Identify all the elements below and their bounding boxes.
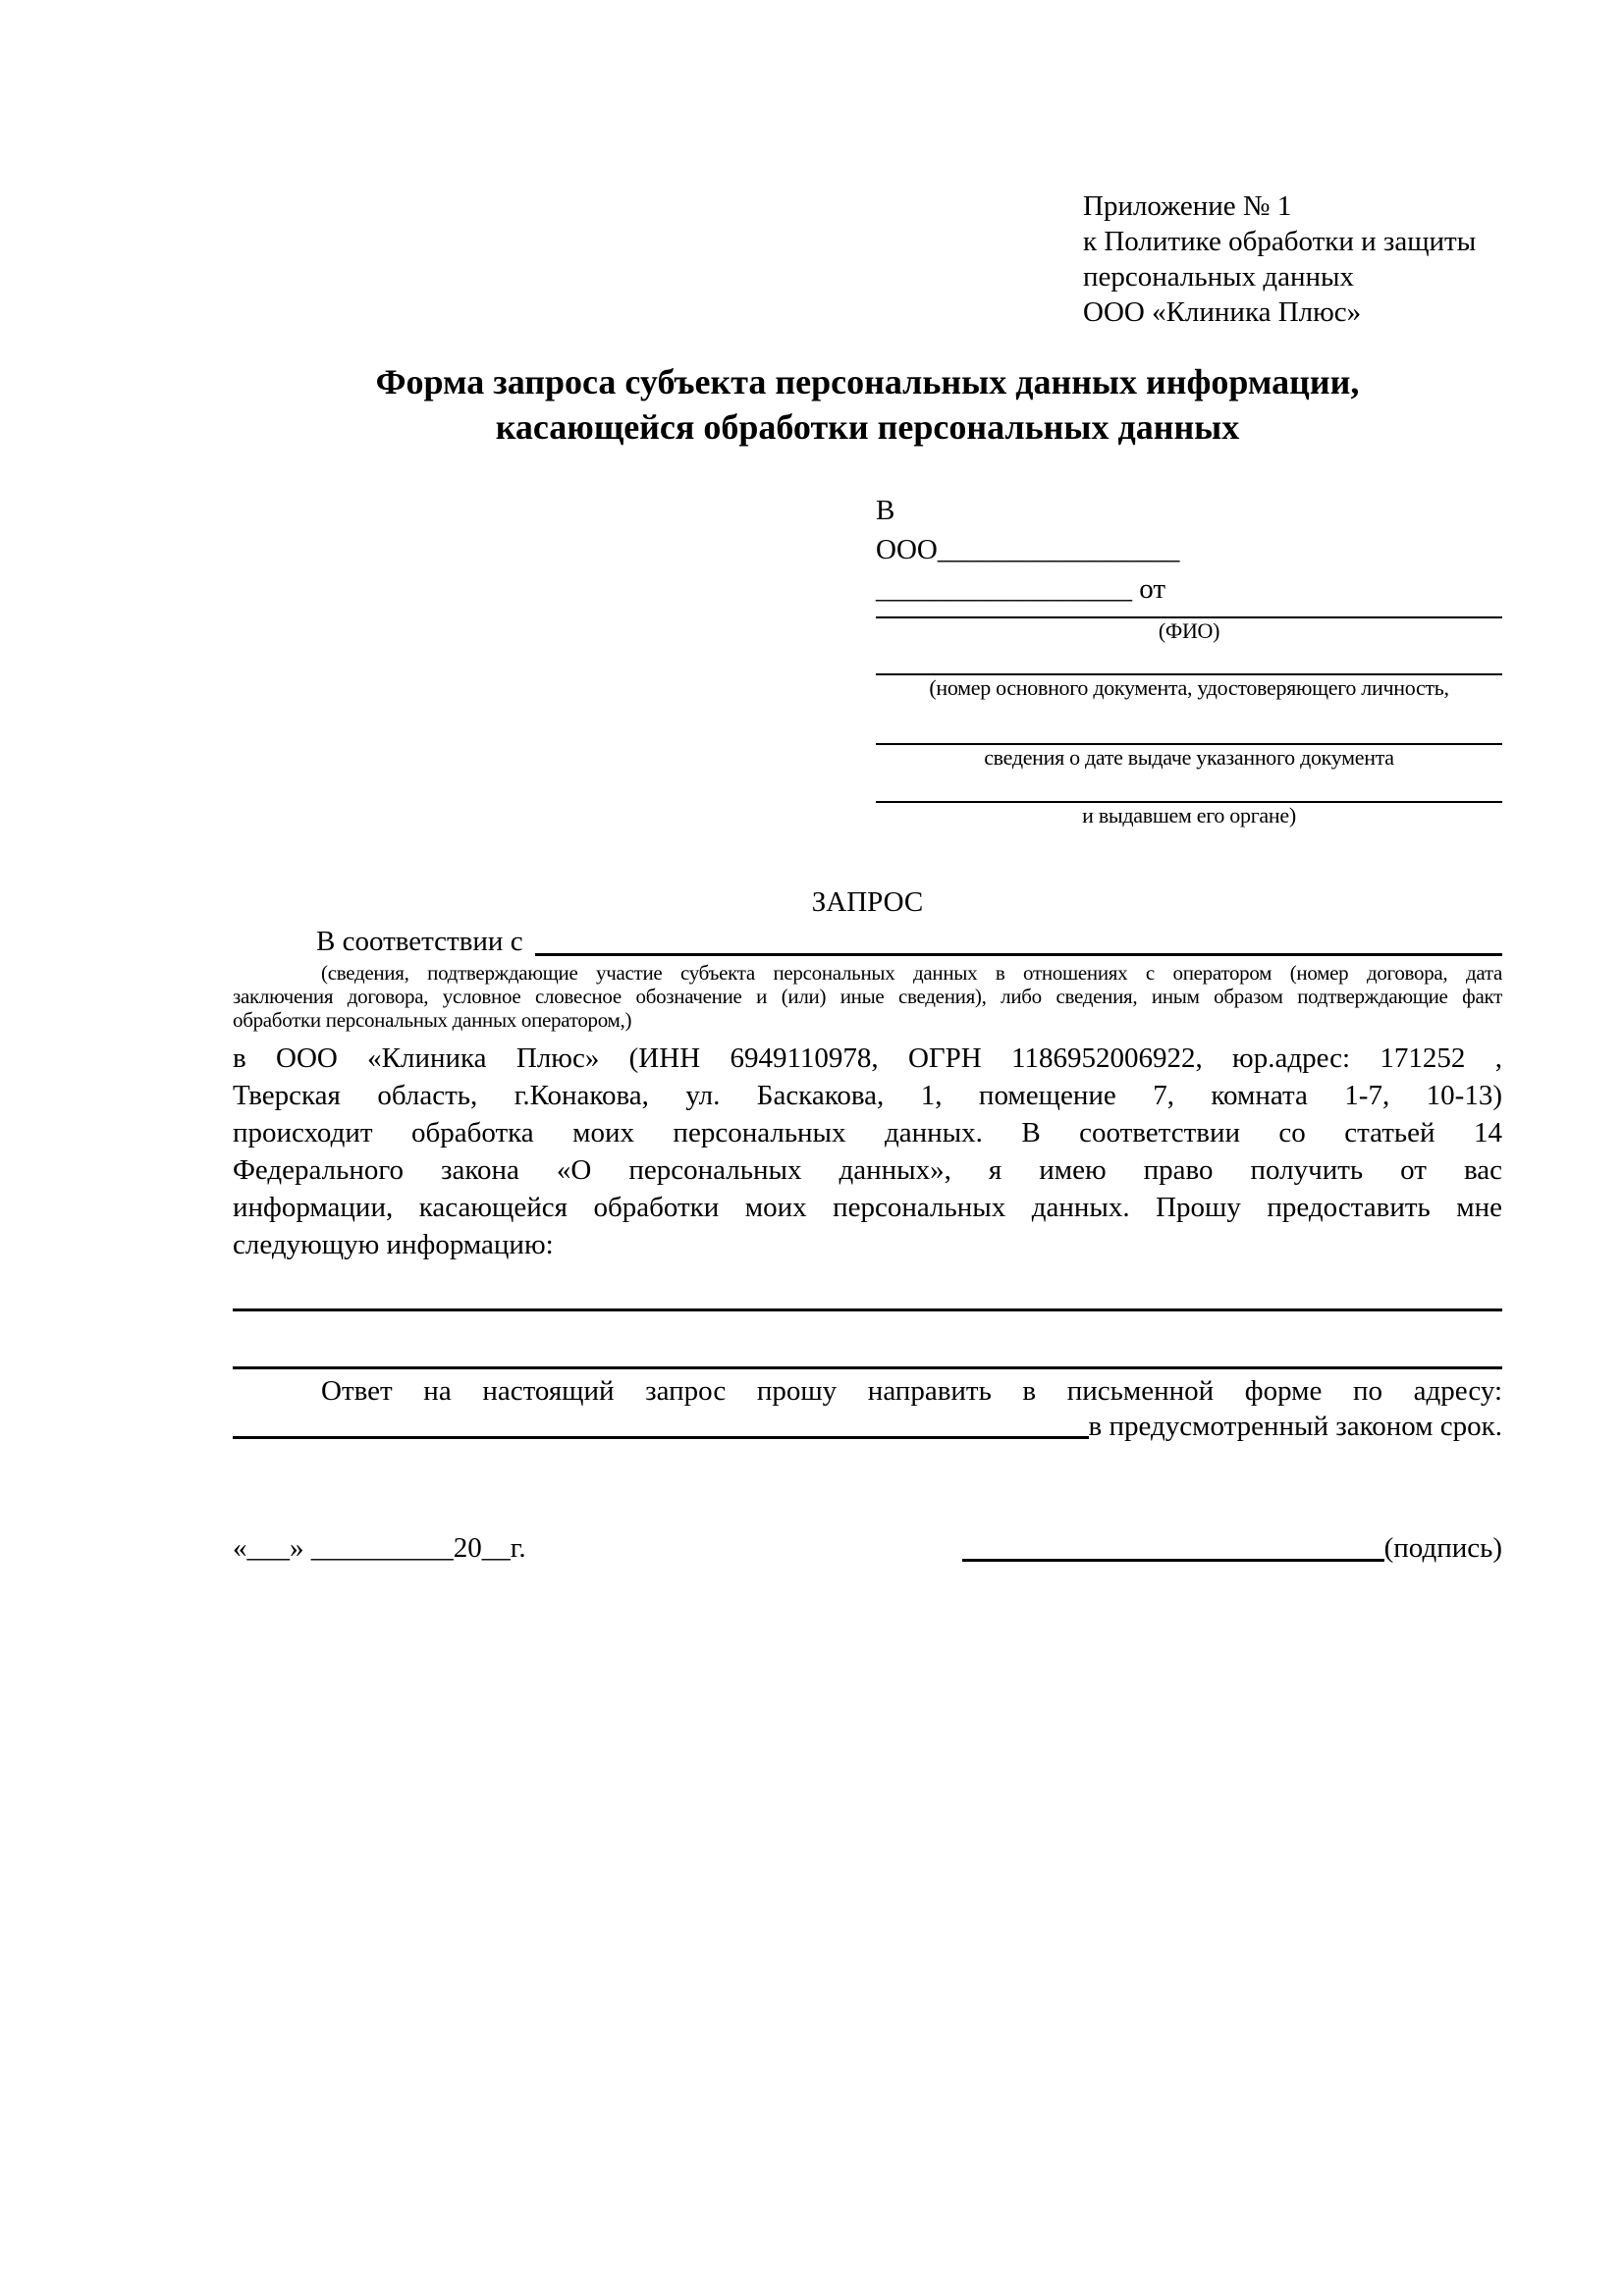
appendix-note — [1083, 188, 1502, 330]
fine-print-line: заключения договора, условное словесное обозначение и (или) иные сведения), либо сведения, иным образом подтверждающие факт — [233, 985, 1502, 1008]
info-fill-line-1[interactable] — [233, 1308, 1502, 1311]
issuing-authority-fill-line[interactable] — [876, 793, 1502, 803]
response-address-row — [233, 1409, 1502, 1444]
appendix-line: персональных данных — [1083, 261, 1355, 293]
title-line-1: Форма запроса субъекта персональных данных информации, — [375, 362, 1360, 401]
footer-spacer — [526, 1528, 962, 1568]
issue-date-caption: сведения о дате выдаче указанного документа — [984, 745, 1394, 770]
info-fill-line-2[interactable] — [233, 1366, 1502, 1369]
body-line: происходит обработка моих персональных данных. В соответствии со статьей 14 — [233, 1117, 1502, 1148]
recipient-from-fill-line[interactable]: __________________ от — [876, 573, 1166, 605]
request-body — [233, 1040, 1502, 1263]
fine-print-line: обработки персональных данных оператором,) — [233, 1008, 632, 1032]
signature-caption: (подпись) — [1383, 1532, 1502, 1564]
title-line-2: касающейся обработки персональных данных — [495, 407, 1240, 447]
fio-caption: (ФИО) — [1158, 618, 1220, 643]
recipient-org-fill-line[interactable]: ООО_________________ — [876, 534, 1180, 565]
request-heading: ЗАПРОС — [811, 886, 924, 918]
basis-fill-line[interactable] — [535, 953, 1502, 956]
body-line: следующую информацию: — [233, 1229, 554, 1260]
doc-number-caption: (номер основного документа, удостоверяющего личность, — [929, 675, 1449, 700]
document-title — [233, 359, 1502, 450]
doc-number-fill-line[interactable] — [876, 666, 1502, 675]
response-instruction: Ответ на настоящий запрос прошу направить в письменной форме по адресу: — [321, 1375, 1502, 1407]
issue-date-fill-line[interactable] — [876, 735, 1502, 745]
basis-row — [233, 922, 1502, 961]
recipient-to-label: В — [876, 495, 895, 526]
address-fill-line[interactable] — [233, 1436, 1089, 1439]
signature-row — [233, 1528, 1502, 1568]
appendix-line: Приложение № 1 — [1083, 190, 1292, 222]
issuing-authority-caption: и выдавшем его органе) — [1082, 803, 1296, 828]
fine-print-note — [233, 961, 1502, 1032]
recipient-block — [876, 491, 1502, 828]
signature-fill-line[interactable] — [962, 1559, 1384, 1562]
fine-print-line: (сведения, подтверждающие участие субъекта персональных данных в отношениях с оператором (номер договора, дата — [321, 961, 1502, 985]
fio-fill-line[interactable] — [876, 609, 1502, 618]
body-line: информации, касающейся обработки моих персональных данных. Прошу предоставить мне — [233, 1192, 1502, 1223]
date-fill-line[interactable]: «___» __________20__г. — [233, 1532, 526, 1564]
response-suffix: в предусмотренный законом срок. — [1088, 1411, 1502, 1442]
appendix-line: ООО «Клиника Плюс» — [1083, 296, 1362, 328]
basis-prefix-label: В соответствии с — [316, 926, 523, 957]
body-line: в ООО «Клиника Плюс» (ИНН 6949110978, ОГРН 1186952006922, юр.адрес: 171252 , — [233, 1042, 1502, 1074]
body-line: Федерального закона «О персональных данных», я имею право получить от вас — [233, 1154, 1502, 1186]
appendix-line: к Политике обработки и защиты — [1083, 226, 1477, 257]
body-line: Тверская область, г.Конакова, ул. Баскакова, 1, помещение 7, комната 1-7, 10-13) — [233, 1080, 1502, 1111]
